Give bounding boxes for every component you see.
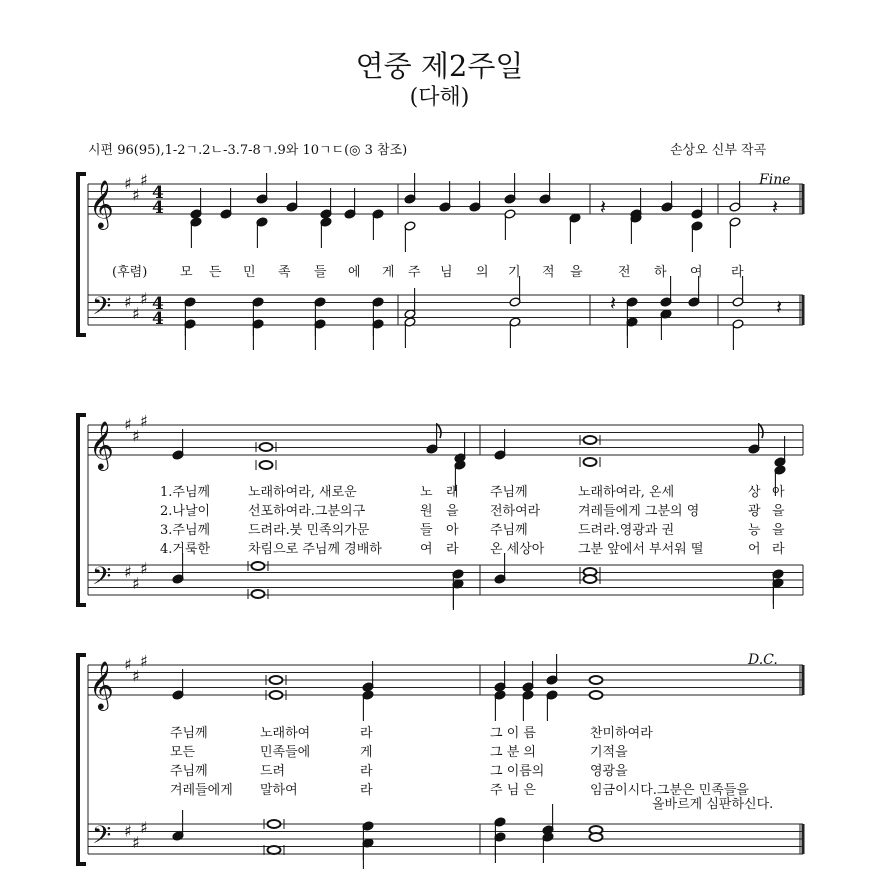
- system-bracket: [78, 174, 86, 335]
- refrain-syllable: 기: [508, 265, 521, 280]
- refrain-syllable: 의: [476, 265, 489, 280]
- whole-note: [584, 458, 597, 466]
- refrain-syllable: 모: [180, 265, 193, 280]
- verse-text: 라: [360, 764, 373, 779]
- verse-text: 을: [772, 504, 785, 519]
- whole-note: [590, 833, 603, 841]
- refrain-syllable: 게: [382, 265, 395, 280]
- whole-note: [590, 691, 603, 699]
- key-signature-sharp: ♯: [132, 426, 140, 446]
- refrain-label: (후렴): [112, 265, 148, 280]
- verse-text: 주님께: [170, 764, 208, 779]
- verse-text: 겨레들에게 그분의 영: [578, 504, 700, 519]
- verse-text: 드려: [260, 764, 286, 779]
- verse-text: 선포하여라.그분의구: [248, 504, 366, 519]
- whole-note: [252, 562, 265, 570]
- refrain-syllable: 하: [654, 265, 667, 280]
- refrain-syllable: 주: [408, 265, 421, 280]
- verse-text: 노: [420, 485, 433, 500]
- verse-text: 말하여: [260, 783, 298, 798]
- verse-text: 영광을: [590, 764, 628, 779]
- verse-text: 3.주님께: [160, 523, 211, 538]
- key-signature-sharp: ♯: [124, 821, 132, 841]
- verse-text: 라: [446, 542, 459, 557]
- whole-note: [260, 461, 273, 469]
- verse-text: 라: [360, 783, 373, 798]
- bass-clef: 𝄢: [92, 821, 112, 856]
- verse-text: 모든: [170, 745, 196, 760]
- refrain-syllable: 에: [348, 265, 361, 280]
- verse-text: 주님께: [490, 485, 528, 500]
- verse-text: 드려라.붓 민족의가문: [248, 523, 370, 538]
- verse-text: 드려라.영광과 권: [578, 523, 675, 538]
- verse-text: 을: [446, 504, 459, 519]
- key-signature-sharp: ♯: [140, 817, 148, 837]
- key-signature-sharp: ♯: [132, 303, 140, 323]
- refrain-syllable: 들: [314, 265, 327, 280]
- treble-clef: 𝄞: [89, 179, 114, 228]
- whole-note: [590, 676, 603, 684]
- verse-text: 기적을: [590, 745, 628, 760]
- key-signature-sharp: ♯: [140, 170, 148, 190]
- page-title: 연중 제2주일: [355, 49, 524, 83]
- verse-text: 온 세상아: [490, 542, 545, 557]
- whole-note: [584, 575, 597, 583]
- verse-text: 찬미하여라: [590, 726, 653, 741]
- quarter-rest: 𝄽: [610, 291, 617, 315]
- note-flag: [437, 424, 441, 438]
- psalm-reference: 시편 96(95),1-2ㄱ.2ㄴ-3.7-8ㄱ.9와 10ㄱㄷ(◎ 3 참조): [88, 143, 408, 158]
- verse-text: 그 분 의: [490, 745, 536, 760]
- verse-text: 여: [420, 542, 433, 557]
- verse-text: 들: [420, 523, 433, 538]
- bass-clef: 𝄢: [92, 292, 112, 327]
- whole-note: [270, 691, 283, 699]
- verse-text: 그 이름의: [490, 764, 545, 779]
- refrain-syllable: 족: [278, 265, 291, 280]
- refrain-syllable: 을: [570, 265, 583, 280]
- verse-text: 아: [772, 485, 785, 500]
- verse-text: 노래하여: [260, 726, 311, 741]
- key-signature-sharp: ♯: [132, 666, 140, 686]
- whole-note: [270, 676, 283, 684]
- verse-text: 전하여라: [490, 504, 541, 519]
- verse-text: 아: [446, 523, 459, 538]
- composer-credit: 손상오 신부 작곡: [670, 143, 767, 158]
- verse-text: 광: [748, 504, 761, 519]
- whole-note: [268, 846, 281, 854]
- system-bracket: [78, 415, 86, 605]
- treble-clef: 𝄞: [89, 660, 114, 709]
- whole-note: [260, 443, 273, 451]
- refrain-syllable: 전: [618, 265, 631, 280]
- time-signature: 4: [152, 294, 164, 314]
- verse-text: 겨레들에게: [170, 783, 233, 798]
- key-signature-sharp: ♯: [132, 185, 140, 205]
- refrain-syllable: 든: [209, 265, 222, 280]
- verse-text: 차림으로 주님께 경배하: [248, 542, 382, 557]
- verse-text: 그분 앞에서 부서워 떨: [578, 542, 704, 557]
- verse-text: 그 이 름: [490, 726, 536, 741]
- refrain-syllable: 님: [440, 265, 453, 280]
- verse-text: 어: [748, 542, 761, 557]
- refrain-syllable: 적: [542, 265, 555, 280]
- verse-text: 래: [446, 485, 459, 500]
- whole-note: [252, 590, 265, 598]
- note-flag: [759, 424, 763, 438]
- verse-text: 4.거룩한: [160, 542, 211, 557]
- verse-text: 민족들에: [260, 745, 311, 760]
- dc-marker: D.C.: [748, 652, 778, 668]
- verse-text: 주님께: [490, 523, 528, 538]
- verse-text: 상: [748, 485, 761, 500]
- verse-text: 2.나날이: [160, 504, 211, 519]
- verse-text: 원: [420, 504, 433, 519]
- time-signature: 4: [152, 198, 164, 218]
- verse-text: 노래하여라, 새로운: [248, 485, 357, 500]
- key-signature-sharp: ♯: [140, 558, 148, 578]
- page-subtitle: (다해): [409, 85, 470, 110]
- time-signature: 4: [152, 309, 164, 329]
- key-signature-sharp: ♯: [132, 832, 140, 852]
- key-signature-sharp: ♯: [124, 415, 132, 434]
- refrain-syllable: 여: [690, 265, 703, 280]
- key-signature-sharp: ♯: [140, 411, 148, 431]
- verse-text: 라: [360, 726, 373, 741]
- verse-text: 노래하여라, 온세: [578, 485, 675, 500]
- whole-note: [584, 436, 597, 444]
- treble-clef: 𝄞: [89, 420, 114, 469]
- key-signature-sharp: ♯: [124, 655, 132, 674]
- verse-text: 을: [772, 523, 785, 538]
- key-signature-sharp: ♯: [132, 573, 140, 593]
- key-signature-sharp: ♯: [124, 562, 132, 582]
- verse-text: 1.주님께: [160, 485, 211, 500]
- time-signature: 4: [152, 183, 164, 203]
- quarter-rest: 𝄽: [600, 195, 607, 219]
- key-signature-sharp: ♯: [140, 288, 148, 308]
- bass-clef: 𝄢: [92, 562, 112, 597]
- key-signature-sharp: ♯: [124, 174, 132, 193]
- refrain-syllable: 민: [243, 265, 256, 280]
- whole-note: [268, 820, 281, 828]
- verse-text: 주 님 은: [490, 783, 536, 798]
- verse-closing-line: 올바르게 심판하신다.: [652, 797, 774, 812]
- fine-marker: Fine: [759, 172, 791, 188]
- key-signature-sharp: ♯: [140, 651, 148, 671]
- verse-text: 능: [748, 523, 761, 538]
- verse-text: 게: [360, 745, 373, 760]
- refrain-syllable: 라: [731, 265, 744, 280]
- verse-text: 라: [772, 542, 785, 557]
- system-bracket: [78, 655, 86, 864]
- verse-text: 임금이시다.그분은 민족들을: [590, 783, 749, 798]
- key-signature-sharp: ♯: [124, 292, 132, 312]
- verse-text: 주님께: [170, 726, 208, 741]
- quarter-rest: 𝄽: [776, 295, 783, 319]
- quarter-rest: 𝄽: [772, 195, 779, 219]
